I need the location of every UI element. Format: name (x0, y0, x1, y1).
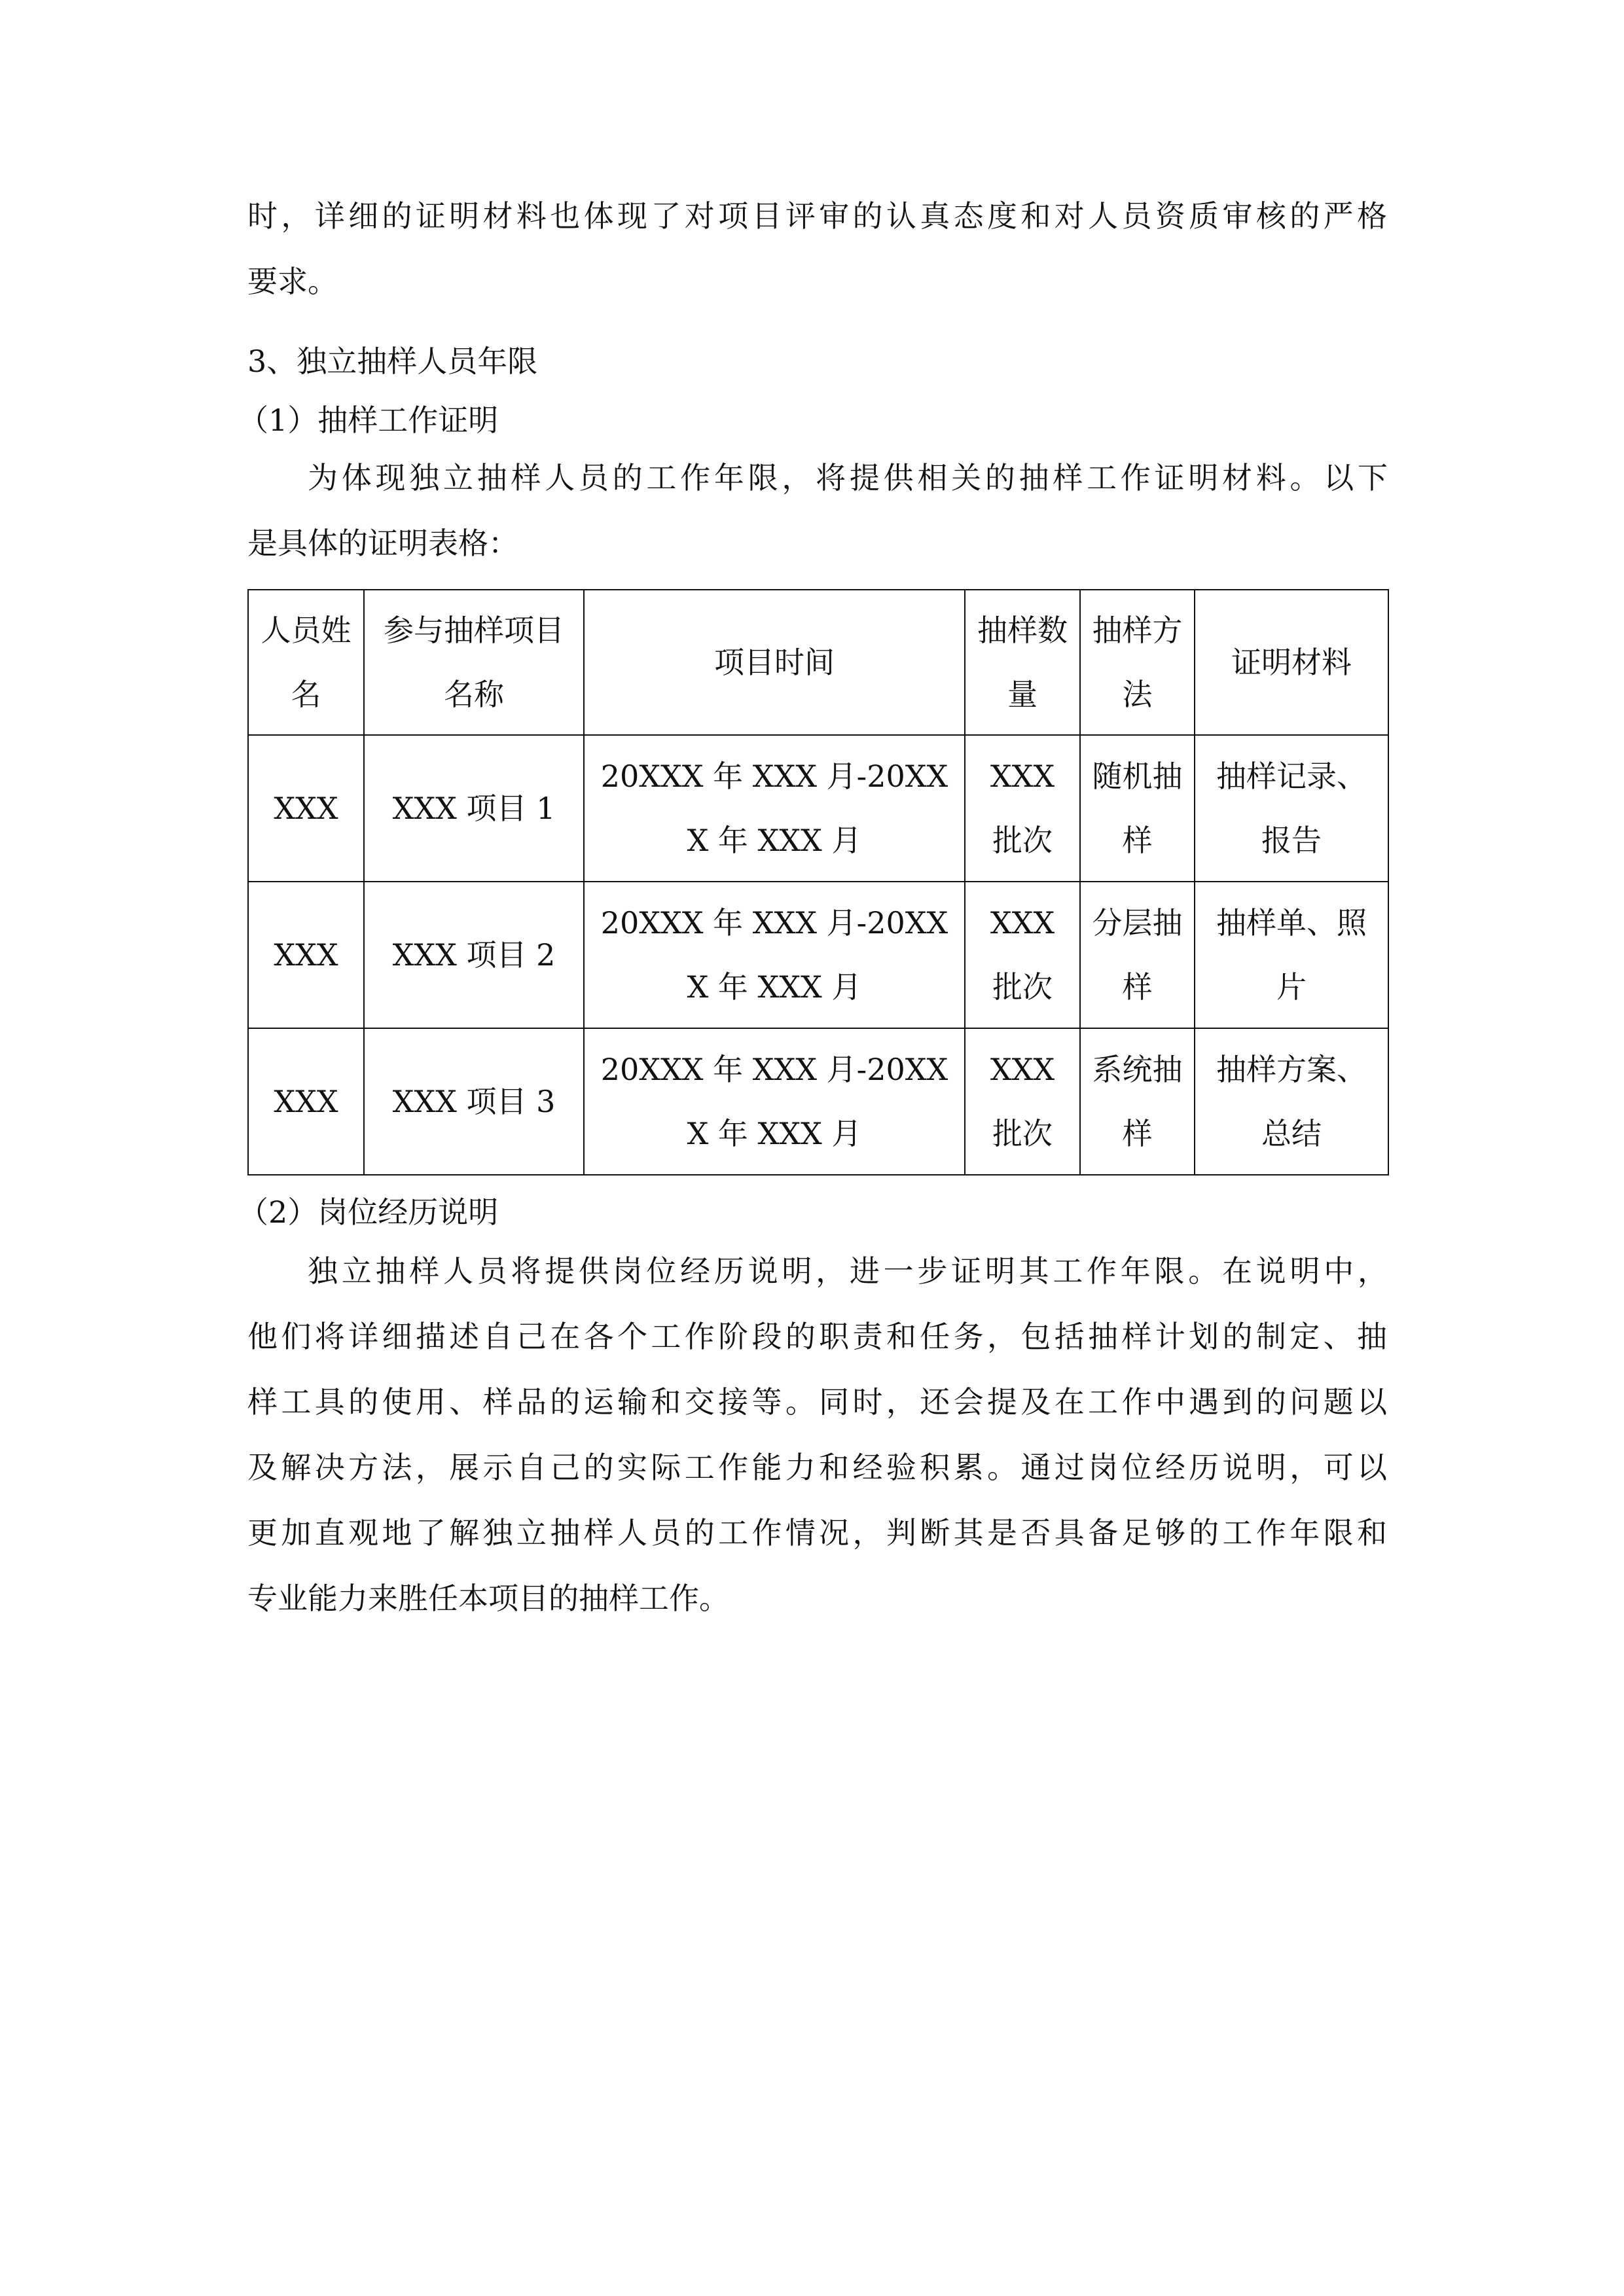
table-header-cell: 抽样方法 (1080, 590, 1195, 735)
table-cell: XXX 批次 (965, 735, 1080, 882)
paragraph-line: 时，详细的证明材料也体现了对项目评审的认真态度和对人员资质审核的严格 (247, 198, 1387, 234)
table-cell: XXX (248, 1028, 364, 1175)
table-cell: XXX 项目 3 (364, 1028, 584, 1175)
table-cell: 抽样单、照片 (1195, 882, 1388, 1028)
table-cell: 分层抽样 (1080, 882, 1195, 1028)
table-cell: 抽样方案、总结 (1195, 1028, 1388, 1175)
table-row (248, 735, 1388, 882)
table-cell: 20XXX 年 XXX 月-20XXX 年 XXX 月 (584, 735, 965, 882)
paragraph-line: 他们将详细描述自己在各个工作阶段的职责和任务，包括抽样计划的制定、抽 (247, 1319, 1387, 1354)
table-header-row (248, 590, 1388, 735)
table-cell: XXX 批次 (965, 1028, 1080, 1175)
table-cell: 20XXX 年 XXX 月-20XXX 年 XXX 月 (584, 1028, 965, 1175)
subsection-heading: （2）岗位经历说明 (238, 1194, 499, 1230)
paragraph-line: 专业能力来胜任本项目的抽样工作。 (247, 1581, 729, 1616)
table-row (248, 882, 1388, 1028)
paragraph-line: 是具体的证明表格： (247, 526, 518, 561)
table-row (248, 1028, 1388, 1175)
paragraph-line: 样工具的使用、样品的运输和交接等。同时，还会提及在工作中遇到的问题以 (247, 1384, 1387, 1420)
table-cell: XXX 批次 (965, 882, 1080, 1028)
paragraph-line: 要求。 (247, 264, 338, 299)
table-cell: XXX (248, 882, 364, 1028)
paragraph-line: 更加直观地了解独立抽样人员的工作情况，判断其是否具备足够的工作年限和 (247, 1515, 1387, 1551)
proof-table (247, 589, 1389, 1175)
table-cell: 系统抽样 (1080, 1028, 1195, 1175)
paragraph-line: 为体现独立抽样人员的工作年限，将提供相关的抽样工作证明材料。以下 (308, 460, 1388, 495)
table-header-cell: 抽样数量 (965, 590, 1080, 735)
table-header-cell: 项目时间 (584, 590, 965, 735)
table-cell: 抽样记录、报告 (1195, 735, 1388, 882)
table-cell: 随机抽样 (1080, 735, 1195, 882)
table-header-cell: 参与抽样项目名称 (364, 590, 584, 735)
table-header-cell: 证明材料 (1195, 590, 1388, 735)
table-header-cell: 人员姓名 (248, 590, 364, 735)
table-cell: XXX (248, 735, 364, 882)
paragraph-line: 独立抽样人员将提供岗位经历说明，进一步证明其工作年限。在说明中， (308, 1253, 1388, 1289)
table-cell: XXX 项目 1 (364, 735, 584, 882)
table-cell: 20XXX 年 XXX 月-20XXX 年 XXX 月 (584, 882, 965, 1028)
table-cell: XXX 项目 2 (364, 882, 584, 1028)
paragraph-line: 及解决方法，展示自己的实际工作能力和经验积累。通过岗位经历说明，可以 (247, 1450, 1387, 1485)
subsection-heading: （1）抽样工作证明 (238, 403, 499, 438)
section-heading: 3、独立抽样人员年限 (247, 344, 538, 379)
